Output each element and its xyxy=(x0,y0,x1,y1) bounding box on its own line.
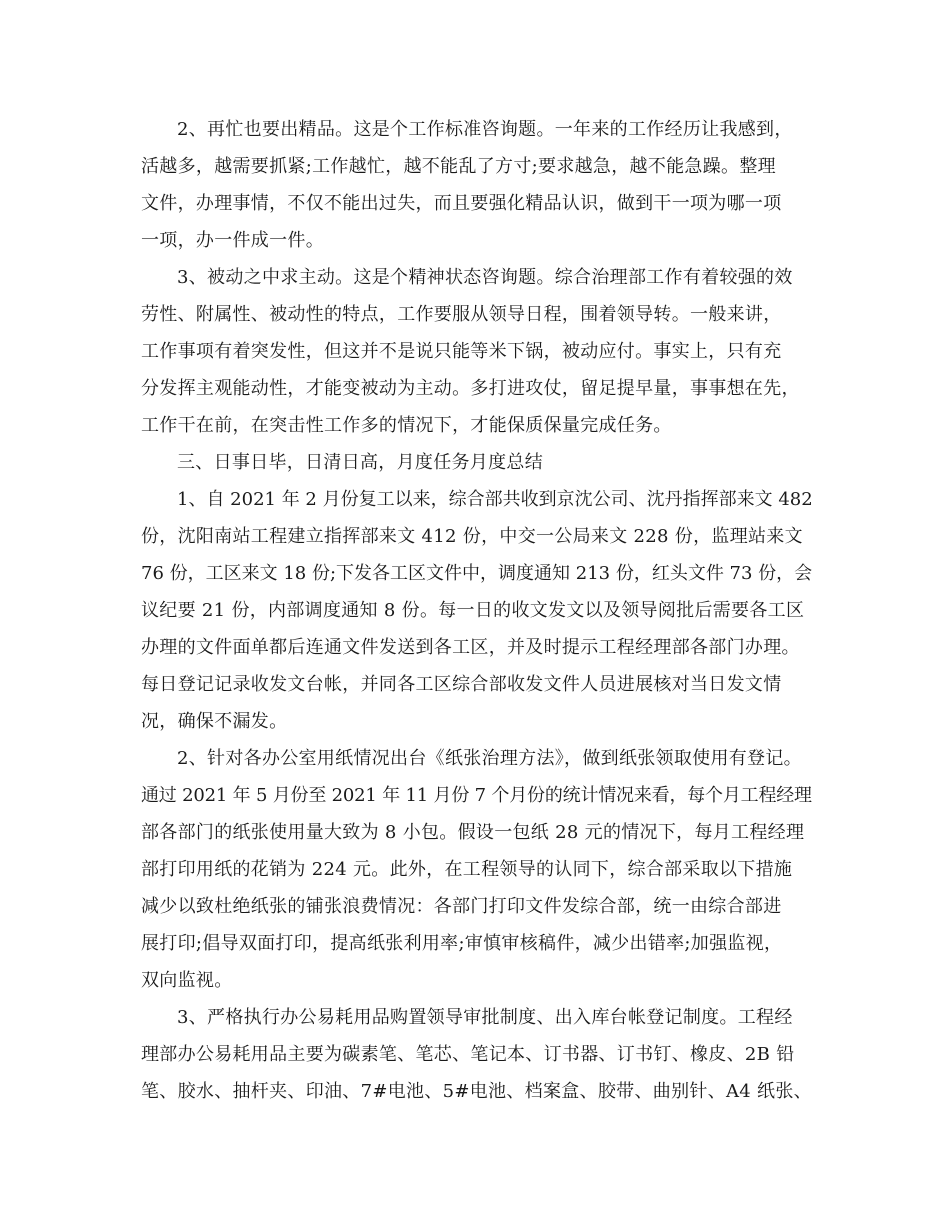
text-line: 劳性、附属性、被动性的特点，工作要服从领导日程，围着领导转。一般来讲， xyxy=(141,304,782,325)
text-line: 活越多，越需要抓紧;工作越忙，越不能乱了方寸;要求越急，越不能急躁。整理 xyxy=(141,156,776,177)
text-line: 减少以致杜绝纸张的铺张浪费情况：各部门打印文件发综合部，统一由综合部进 xyxy=(141,896,782,917)
text-line: 议纪要 21 份，内部调度通知 8 份。每一日的收文发文以及领导阅批后需要各工区 xyxy=(141,600,805,621)
text-line: 份，沈阳南站工程建立指挥部来文 412 份，中交一公局来文 228 份，监理站来文 xyxy=(141,526,803,547)
text-line: 工作干在前，在突击性工作多的情况下，才能保质保量完成任务。 xyxy=(141,415,672,436)
text-line: 工作事项有着突发性，但这并不是说只能等米下锅，被动应付。事实上，只有充 xyxy=(141,341,782,362)
text-line: 76 份，工区来文 18 份;下发各工区文件中，调度通知 213 份，红头文件 73 份，会 xyxy=(141,563,813,584)
text-line: 况，确保不漏发。 xyxy=(141,711,288,732)
text-line: 部各部门的纸张使用量大致为 8 小包。假设一包纸 28 元的情况下，每月工程经理 xyxy=(141,822,805,843)
text-line: 文件，办理事情，不仅不能出过失，而且要强化精品认识，做到干一项为哪一项 xyxy=(141,193,782,214)
text-line: 每日登记记录收发文台帐，并同各工区综合部收发文件人员进展核对当日发文情 xyxy=(141,674,782,695)
text-line: 通过 2021 年 5 月份至 2021 年 11 月份 7 个月份的统计情况来看，每个月工程经理 xyxy=(141,785,812,806)
text-line: 1、自 2021 年 2 月份复工以来，综合部共收到京沈公司、沈丹指挥部来文 482 xyxy=(177,489,813,510)
text-line: 部打印用纸的花销为 224 元。此外，在工程领导的认同下，综合部采取以下措施 xyxy=(141,859,793,880)
text-line: 3、严格执行办公易耗用品购置领导审批制度、出入库台帐登记制度。工程经 xyxy=(177,1007,793,1028)
text-line: 理部办公易耗用品主要为碳素笔、笔芯、笔记本、订书器、订书钉、橡皮、2B 铅 xyxy=(141,1044,795,1065)
text-line: 一项，办一件成一件。 xyxy=(141,230,324,251)
text-line: 分发挥主观能动性，才能变被动为主动。多打进攻仗，留足提早量，事事想在先， xyxy=(141,378,800,399)
text-line: 展打印;倡导双面打印，提高纸张利用率;审慎审核稿件，减少出错率;加强监视， xyxy=(141,933,783,954)
text-line: 笔、胶水、抽杆夹、印油、7#电池、5#电池、档案盒、胶带、曲别针、A4 纸张、 xyxy=(141,1081,812,1102)
text-line: 2、再忙也要出精品。这是个工作标准咨询题。一年来的工作经历让我感到， xyxy=(177,119,793,140)
text-line: 3、被动之中求主动。这是个精神状态咨询题。综合治理部工作有着较强的效 xyxy=(177,267,793,288)
text-line: 办理的文件面单都后连通文件发送到各工区，并及时提示工程经理部各部门办理。 xyxy=(141,637,800,658)
text-line: 2、针对各办公室用纸情况出台《纸张治理方法》，做到纸张领取使用有登记。 xyxy=(177,748,802,769)
section-heading: 三、日事日毕，日清日高，月度任务月度总结 xyxy=(177,452,543,473)
text-line: 双向监视。 xyxy=(141,970,233,991)
